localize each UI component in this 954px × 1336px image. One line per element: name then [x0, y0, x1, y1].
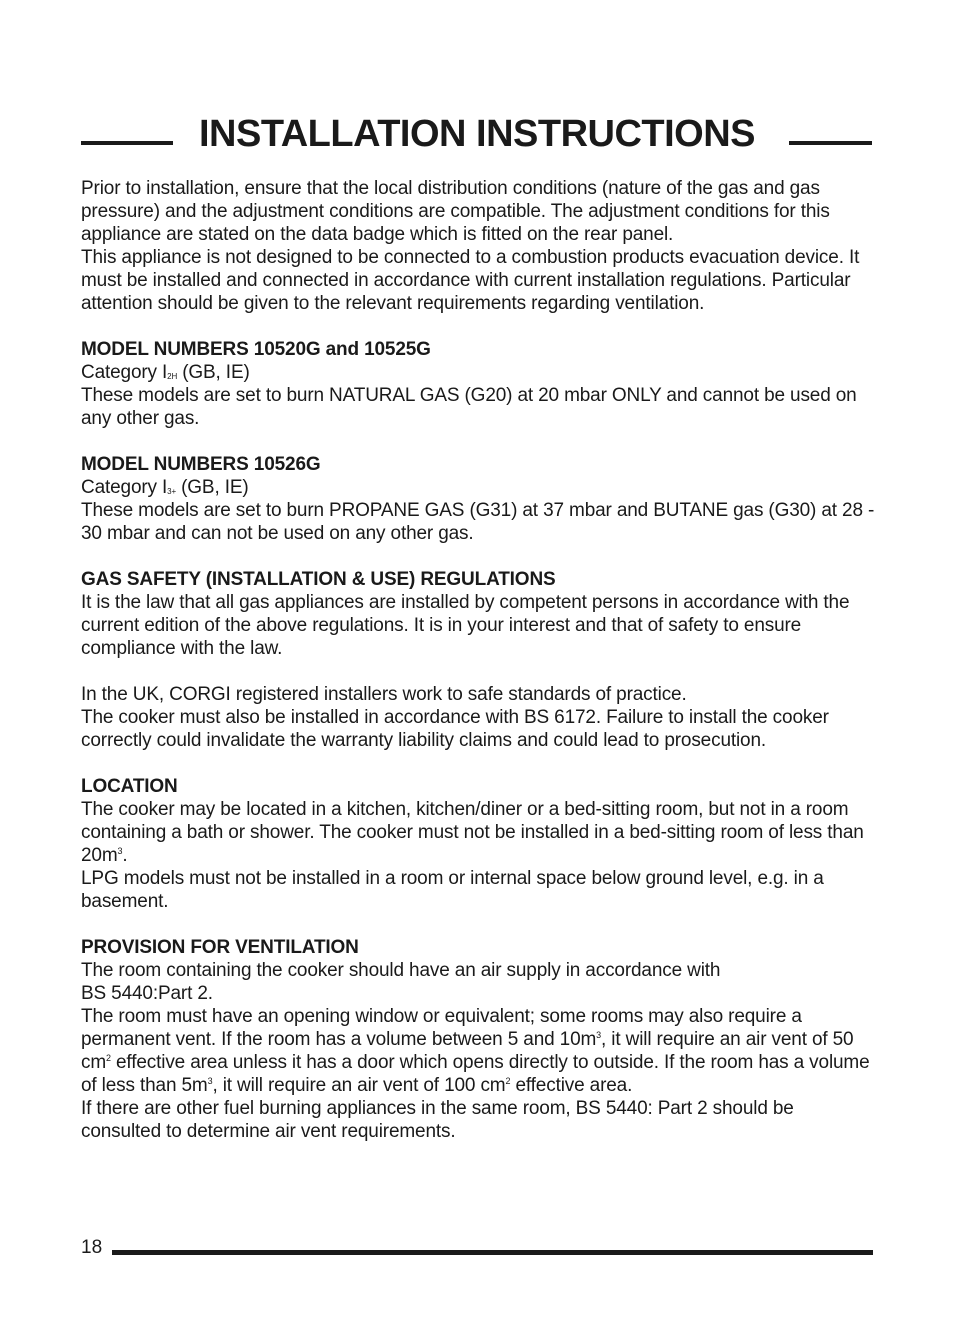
footer-rule: [112, 1250, 873, 1255]
intro-paragraph-2: This appliance is not designed to be connected to a combustion products evacuation device. It must be installed and connected in accordance with current installation regulations. Particular attention should be given to the relevant requirements regarding ventilation.: [81, 247, 860, 314]
gas-safety-paragraph-2: In the UK, CORGI registered installers work to safe standards of practice.: [81, 684, 687, 705]
intro-paragraph-1: Prior to installation, ensure that the local distribution conditions (nature of the gas and gas pressure) and the adjustment conditions are compatible. The adjustment conditions for this appliance are stated on the data badge which is fitted on the rear panel.: [81, 178, 830, 245]
model-a-heading: MODEL NUMBERS 10520G and 10525G: [81, 339, 431, 360]
model-a-text: These models are set to burn NATURAL GAS (G20) at 20 mbar ONLY and cannot be used on any other gas.: [81, 385, 857, 429]
model-a-category: Category $I_{2H}$ (GB, IE): [81, 362, 250, 383]
body-content: [81, 177, 877, 1143]
location-paragraph-1: The cooker may be located in a kitchen, kitchen/diner or a bed-sitting room, but not in a room containing a bath or shower. The cooker must not be installed in a bed-sitting room of less than $20m^3$.: [81, 799, 864, 866]
title-rule-right: [789, 141, 872, 145]
page-title: INSTALLATION INSTRUCTIONS: [198, 113, 756, 155]
ventilation-heading: PROVISION FOR VENTILATION: [81, 937, 359, 958]
model-b-heading: MODEL NUMBERS 10526G: [81, 454, 321, 475]
location-heading: LOCATION: [81, 776, 178, 797]
location-paragraph-2: LPG models must not be installed in a room or internal space below ground level, e.g. in a basement.: [81, 868, 824, 912]
page-number: 18: [81, 1237, 103, 1258]
ventilation-paragraph-2: The room must have an opening window or equivalent; some rooms may also require a permanent vent. If the room has a volume between 5 and $10m^3$, it will require an air vent of 50 $cm^2$ effective area unless it has a door which opens directly to outside. If the room has a volume of less than $5m^3$, it will require an air vent of 100 $cm^2$ effective area.: [81, 1006, 870, 1096]
gas-safety-paragraph-3: The cooker must also be installed in accordance with BS 6172. Failure to install the cooker correctly could invalidate the warranty liability claims and could lead to prosecution.: [81, 707, 829, 751]
ventilation-paragraph-3: If there are other fuel burning appliances in the same room, BS 5440: Part 2 should be consulted to determine air vent requirements.: [81, 1098, 794, 1142]
model-b-text: These models are set to burn PROPANE GAS (G31) at 37 mbar and BUTANE gas (G30) at 28 - 30 mbar and can not be used on any other gas.: [81, 500, 875, 544]
gas-safety-paragraph-1: It is the law that all gas appliances are installed by competent persons in accordance with the current edition of the above regulations. It is in your interest and that of safety to ensure compliance with the law.: [81, 592, 850, 659]
ventilation-paragraph-1: The room containing the cooker should have an air supply in accordance with BS 5440:Part 2.: [81, 960, 721, 1004]
gas-safety-heading: GAS SAFETY (INSTALLATION & USE) REGULATIONS: [81, 569, 556, 590]
model-b-category: Category $I_{3+}$ (GB, IE): [81, 477, 249, 498]
